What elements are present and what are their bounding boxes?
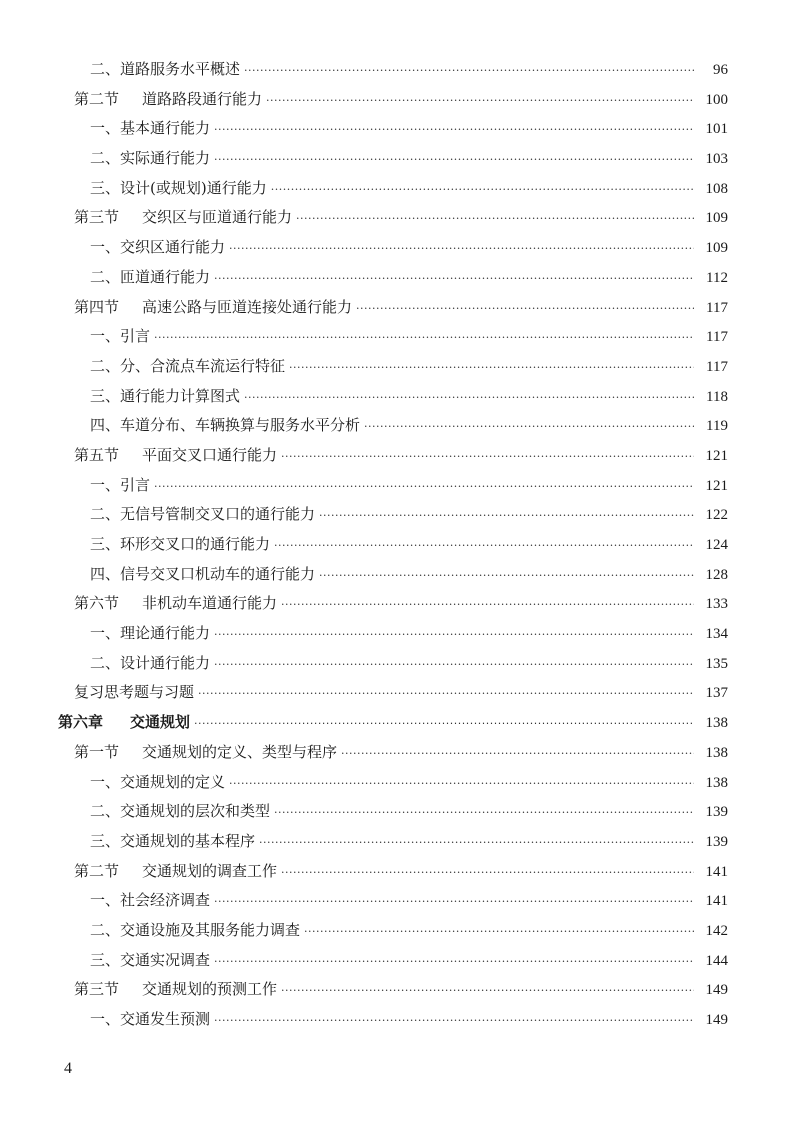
toc-subsection-row	[0, 916, 790, 946]
toc-page-number: 108	[705, 180, 728, 197]
toc-page-number: 138	[705, 774, 728, 791]
toc-page-number: 101	[705, 121, 728, 138]
dot-leader	[154, 472, 694, 502]
toc-page-number: 100	[705, 91, 728, 108]
dot-leader	[341, 739, 694, 769]
dot-leader	[319, 501, 694, 531]
toc-section-number: 第二节	[74, 861, 120, 880]
toc-section-number: 第一节	[74, 742, 120, 761]
dot-leader	[271, 175, 694, 205]
toc-page-number: 109	[705, 240, 728, 257]
toc-subsection-row	[0, 886, 790, 916]
toc-subsection-row	[0, 382, 790, 412]
dot-leader	[229, 234, 694, 264]
toc-section-row	[0, 738, 790, 768]
toc-subsection-row	[0, 827, 790, 857]
toc-section-row	[0, 293, 790, 323]
toc-subsection-row	[0, 55, 790, 85]
toc-page-number: 141	[705, 863, 728, 880]
toc-entry-title: 一、社会经济调查	[90, 891, 211, 910]
toc-entry-title: 复习思考题与习题	[74, 683, 195, 702]
toc-entry-title: 一、引言	[90, 475, 151, 494]
toc-subsection-row	[0, 174, 790, 204]
dot-leader	[229, 769, 694, 799]
dot-leader	[214, 947, 694, 977]
toc-subsection-row	[0, 322, 790, 352]
dot-leader	[319, 561, 694, 591]
toc-entry-title: 四、车道分布、车辆换算与服务水平分析	[90, 416, 361, 435]
dot-leader	[281, 976, 694, 1006]
toc-entry-title: 二、实际通行能力	[90, 149, 211, 168]
toc-page-number: 112	[706, 269, 728, 286]
page-number: 4	[64, 1060, 72, 1077]
toc-subsection-row	[0, 560, 790, 590]
toc-page-number: 138	[705, 744, 728, 761]
toc-subsection-row	[0, 471, 790, 501]
toc-section-number: 第三节	[74, 980, 120, 999]
dot-leader	[214, 650, 694, 680]
dot-leader	[281, 858, 694, 888]
toc-page-number: 133	[705, 596, 728, 613]
toc-page-number: 135	[705, 655, 728, 672]
toc-page-number: 117	[706, 299, 728, 316]
toc-entry-title: 一、引言	[90, 327, 151, 346]
toc-page-number: 118	[706, 388, 728, 405]
toc-subsection-row	[0, 114, 790, 144]
toc-entry-title: 一、交通发生预测	[90, 1010, 211, 1028]
dot-leader	[364, 412, 694, 442]
dot-leader	[259, 828, 694, 858]
toc-page-number: 117	[706, 329, 728, 346]
toc-section-row	[0, 975, 790, 1005]
dot-leader	[214, 264, 694, 294]
toc-page-number: 139	[705, 804, 728, 821]
dot-leader	[304, 917, 694, 947]
toc-entry-title: 一、交织区通行能力	[90, 238, 226, 257]
toc-page-number: 139	[705, 833, 728, 850]
dot-leader	[198, 679, 694, 709]
toc-page-number: 122	[705, 507, 728, 524]
dot-leader	[214, 1006, 694, 1036]
toc-entry-title: 二、道路服务水平概述	[90, 60, 241, 78]
dot-leader	[296, 204, 694, 234]
toc-section-row	[0, 441, 790, 471]
toc-section-row	[0, 589, 790, 619]
toc-page-number: 142	[705, 922, 728, 939]
toc-page-number: 149	[705, 982, 728, 999]
dot-leader	[289, 353, 694, 383]
dot-leader	[244, 56, 694, 86]
dot-leader	[214, 115, 694, 145]
toc-page-number: 137	[705, 685, 728, 702]
toc-page-number: 121	[705, 477, 728, 494]
toc-entry-title: 非机动车道通行能力	[142, 594, 278, 613]
toc-entry-title: 交通规划的定义、类型与程序	[142, 742, 338, 761]
toc-page-number: 144	[705, 952, 728, 969]
toc-section-number: 第三节	[74, 208, 120, 227]
toc-entry-title: 二、交通设施及其服务能力调查	[90, 920, 301, 939]
toc-chapter-row	[0, 708, 790, 738]
toc-entry-title: 三、环形交叉口的通行能力	[90, 535, 271, 553]
toc-subsection-row	[0, 500, 790, 530]
toc-section-number: 第五节	[74, 445, 120, 464]
toc-page-number: 96	[713, 62, 728, 78]
toc-page-number: 109	[705, 210, 728, 227]
toc-page-number: 138	[705, 715, 728, 732]
toc-entry-title: 二、交通规划的层次和类型	[90, 802, 271, 821]
dot-leader	[281, 442, 694, 472]
toc-entry-title: 三、交通实况调查	[90, 950, 211, 969]
dot-leader	[214, 145, 694, 175]
toc-entry-title: 三、通行能力计算图式	[90, 386, 241, 405]
toc-entry-title: 交织区与匝道通行能力	[142, 208, 293, 227]
toc-subsection-row	[0, 263, 790, 293]
toc-section-number: 第六节	[74, 594, 120, 613]
toc-entry-title: 交通规划的预测工作	[142, 980, 278, 999]
toc-entry-title: 三、设计(或规划)通行能力	[90, 178, 267, 197]
toc-page-number: 149	[705, 1012, 728, 1028]
toc-entry-title: 高速公路与匝道连接处通行能力	[142, 297, 353, 316]
toc-entry-title: 二、匝道通行能力	[90, 267, 211, 286]
toc-entry-title: 四、信号交叉口机动车的通行能力	[90, 564, 316, 583]
dot-leader	[154, 323, 694, 353]
toc-subsection-row	[0, 649, 790, 679]
dot-leader	[274, 798, 694, 828]
table-of-contents	[0, 55, 790, 1035]
toc-page-number: 134	[705, 626, 728, 643]
toc-page-number: 128	[705, 566, 728, 583]
toc-page-number: 117	[706, 358, 728, 375]
toc-entry-title: 平面交叉口通行能力	[142, 445, 278, 464]
toc-entry-title: 交通规划	[130, 713, 191, 732]
toc-page-number: 141	[705, 893, 728, 910]
toc-section-row	[0, 203, 790, 233]
toc-page-number: 124	[705, 537, 728, 553]
toc-subsection-row	[0, 619, 790, 649]
toc-section-row	[0, 857, 790, 887]
toc-page-number: 121	[705, 447, 728, 464]
toc-section-row	[0, 85, 790, 115]
toc-section-number: 第四节	[74, 297, 120, 316]
toc-section-number: 第二节	[74, 89, 120, 108]
dot-leader	[194, 709, 694, 739]
toc-page-number: 119	[706, 418, 728, 435]
dot-leader	[214, 887, 694, 917]
toc-section-row	[0, 678, 790, 708]
toc-subsection-row	[0, 530, 790, 560]
dot-leader	[266, 86, 694, 116]
toc-entry-title: 一、理论通行能力	[90, 624, 211, 643]
toc-entry-title: 二、设计通行能力	[90, 653, 211, 672]
toc-entry-title: 道路路段通行能力	[142, 89, 263, 108]
toc-entry-title: 一、基本通行能力	[90, 119, 211, 138]
toc-subsection-row	[0, 797, 790, 827]
toc-section-number: 第六章	[58, 713, 104, 732]
toc-page-number: 103	[705, 151, 728, 168]
toc-subsection-row	[0, 352, 790, 382]
dot-leader	[281, 590, 694, 620]
toc-subsection-row	[0, 411, 790, 441]
toc-entry-title: 交通规划的调查工作	[142, 861, 278, 880]
dot-leader	[274, 531, 694, 561]
dot-leader	[244, 383, 694, 413]
toc-subsection-row	[0, 233, 790, 263]
toc-subsection-row	[0, 768, 790, 798]
toc-subsection-row	[0, 946, 790, 976]
toc-entry-title: 三、交通规划的基本程序	[90, 831, 256, 850]
toc-entry-title: 二、分、合流点车流运行特征	[90, 356, 286, 375]
toc-entry-title: 一、交通规划的定义	[90, 772, 226, 791]
toc-subsection-row	[0, 1005, 790, 1035]
toc-subsection-row	[0, 144, 790, 174]
toc-entry-title: 二、无信号管制交叉口的通行能力	[90, 505, 316, 524]
dot-leader	[214, 620, 694, 650]
dot-leader	[356, 294, 694, 324]
